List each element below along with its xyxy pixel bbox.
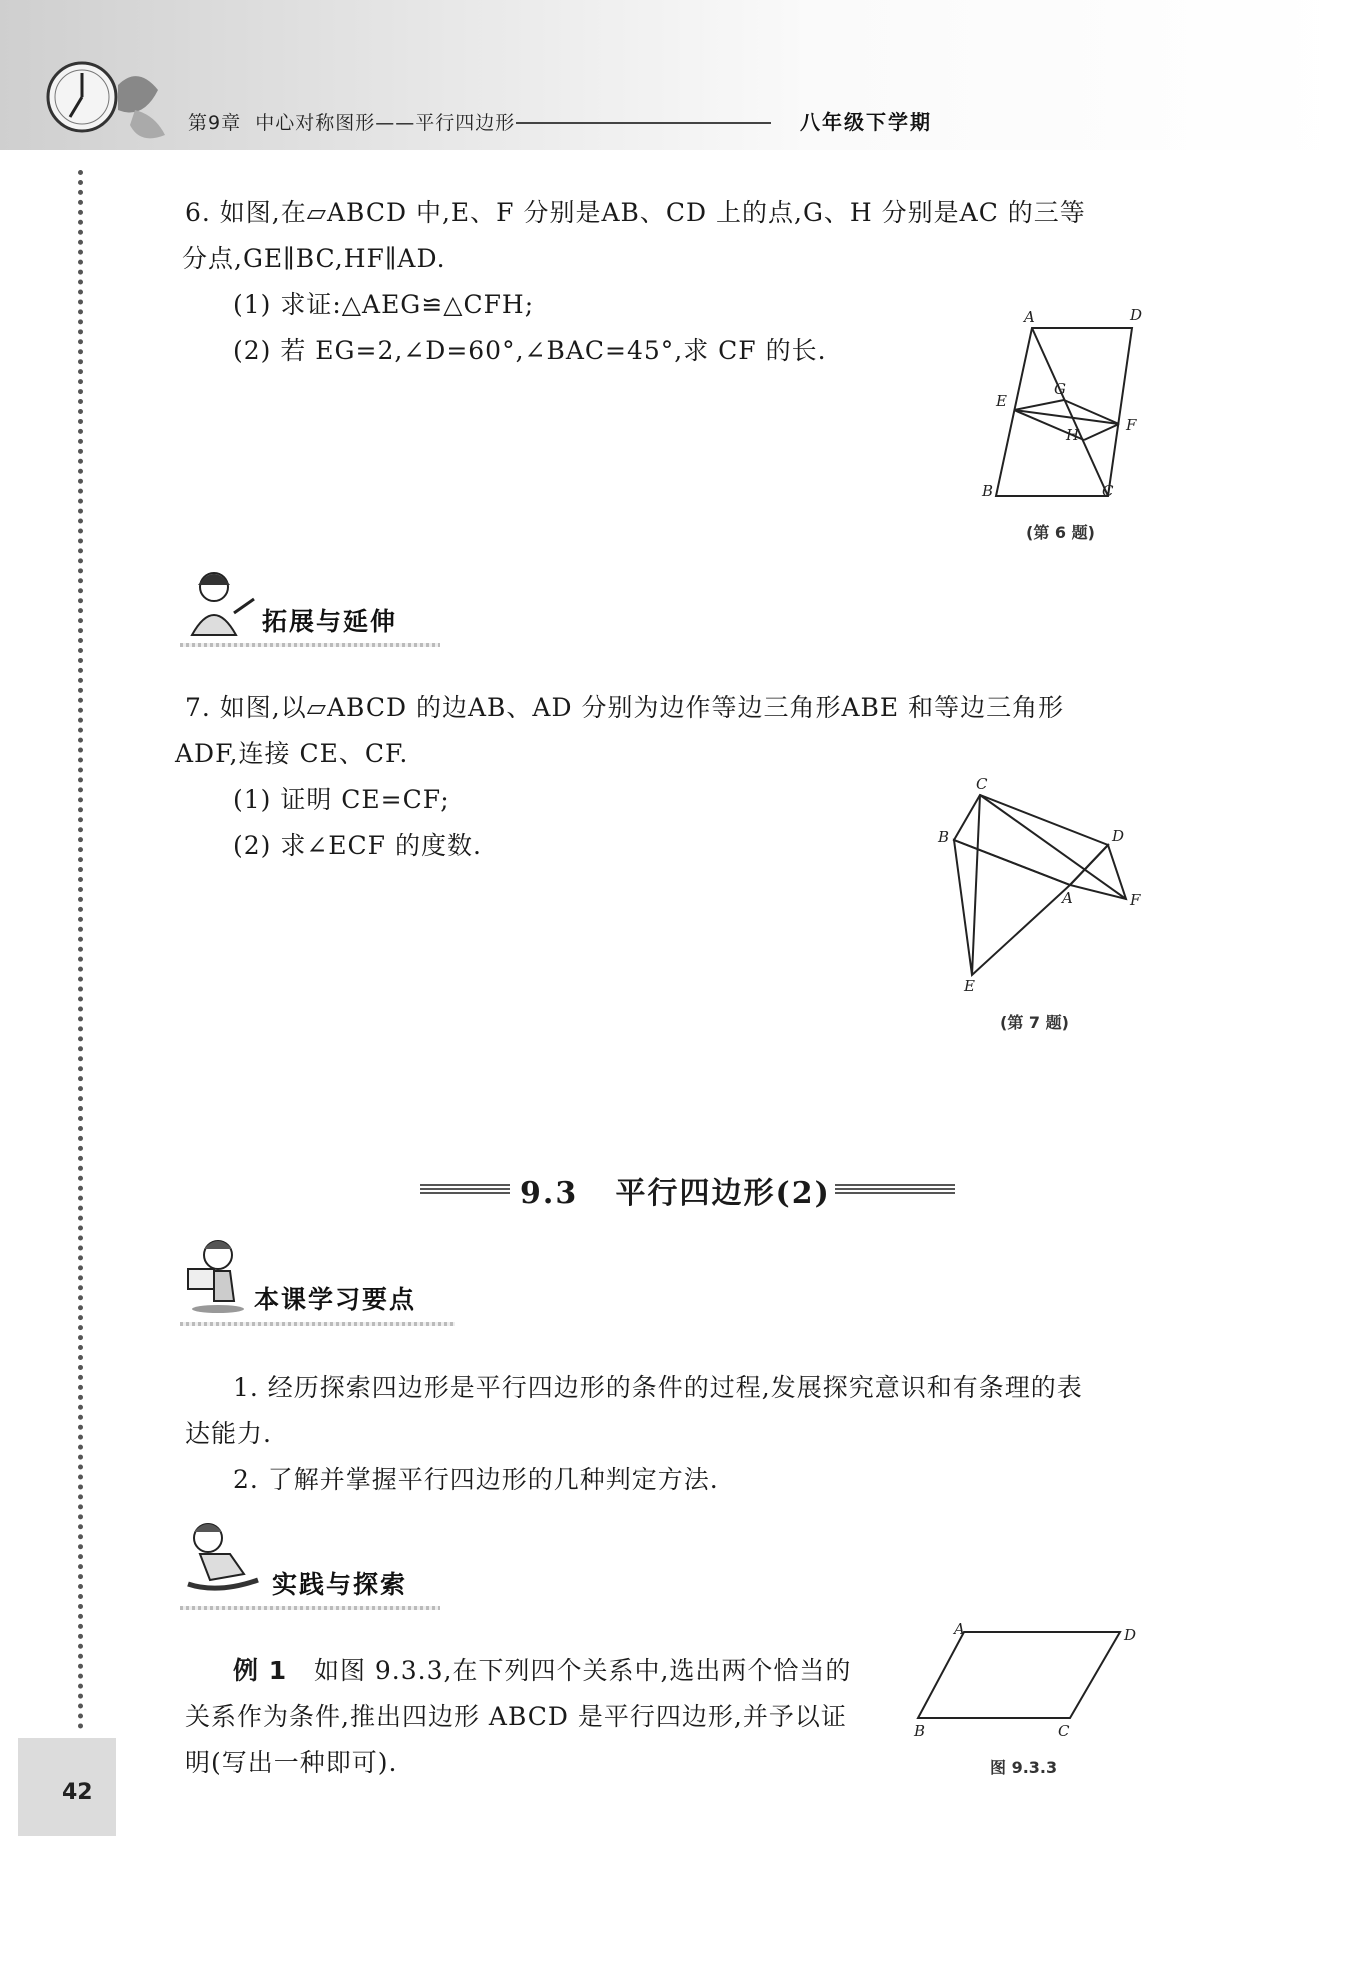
- lesson-number: 9.3: [520, 1176, 579, 1211]
- student-reading-icon: [178, 1235, 258, 1315]
- problem6-line2: 分点,GE∥BC,HF∥AD.: [182, 244, 446, 273]
- lesson-stripe-left: [420, 1184, 510, 1196]
- header-rule: [516, 122, 771, 124]
- problem6-caption: (第 6 题): [1026, 523, 1095, 542]
- segment-eg: [1014, 400, 1064, 410]
- section-points-underline: [180, 1322, 455, 1326]
- label-b: B: [982, 482, 994, 500]
- label-c: C: [976, 775, 988, 793]
- student-skating-icon: [178, 1520, 268, 1600]
- label-b: B: [914, 1722, 926, 1740]
- segment-hf: [1084, 424, 1119, 440]
- example1-caption: 图 9.3.3: [990, 1758, 1058, 1777]
- example1-label: 例 1: [233, 1656, 288, 1685]
- example1-line3: 明(写出一种即可).: [185, 1748, 398, 1777]
- label-d: D: [1112, 827, 1125, 845]
- label-e: E: [964, 977, 975, 995]
- diagonal-ac: [1032, 328, 1108, 496]
- label-d: D: [1124, 1626, 1137, 1644]
- header-grade: 八年级下学期: [800, 110, 932, 134]
- section-practice-title: 实践与探索: [272, 1570, 408, 1599]
- lesson-heading: [520, 1168, 831, 1212]
- label-a: A: [954, 1622, 965, 1638]
- problem6-q2: (2) 若 EG=2,∠D=60°,∠BAC=45°,求 CF 的长.: [233, 336, 827, 365]
- example1-text: [185, 1648, 905, 1786]
- points-text: [185, 1365, 1185, 1503]
- problem6-line1: 6. 如图,在▱ABCD 中,E、F 分别是AB、CD 上的点,G、H 分别是AC 的三等: [185, 198, 1086, 227]
- problem7-q2: (2) 求∠ECF 的度数.: [233, 831, 482, 860]
- segment-cf: [980, 795, 1126, 899]
- problem7-line2: ADF,连接 CE、CF.: [175, 739, 409, 768]
- dotted-margin: [78, 170, 83, 1730]
- label-f: F: [1126, 416, 1137, 434]
- points-item1-line2: 达能力.: [185, 1419, 272, 1448]
- lesson-title: 平行四边形(2): [615, 1176, 831, 1211]
- problem7-caption: (第 7 题): [1000, 1013, 1069, 1032]
- teacher-icon: [178, 565, 258, 645]
- problem7-q1: (1) 证明 CE=CF;: [233, 785, 450, 814]
- label-c: C: [1102, 482, 1114, 500]
- label-f: F: [1130, 891, 1141, 909]
- label-h: H: [1066, 426, 1080, 444]
- chapter-title: 中心对称图形——平行四边形: [255, 112, 516, 134]
- example1-line1: [233, 1648, 905, 1694]
- label-a: A: [1024, 308, 1035, 326]
- triangle-abe: [954, 840, 1070, 975]
- lesson-stripe-right: [835, 1184, 955, 1196]
- chapter-number: 第9章: [188, 112, 242, 134]
- section-extend-underline: [180, 643, 440, 647]
- example1-line2: 关系作为条件,推出四边形 ABCD 是平行四边形,并予以证: [185, 1702, 847, 1731]
- triangle-adf: [1070, 845, 1126, 899]
- label-a: A: [1062, 889, 1073, 907]
- label-e: E: [996, 392, 1007, 410]
- header-chapter: [188, 108, 515, 135]
- figure-problem6: [980, 300, 1160, 510]
- segment-ce: [972, 795, 980, 975]
- points-item2: 2. 了解并掌握平行四边形的几种判定方法.: [233, 1465, 719, 1494]
- points-item1-line1: 1. 经历探索四边形是平行四边形的条件的过程,发展探究意识和有条理的表: [233, 1373, 1083, 1402]
- problem7-line1: 7. 如图,以▱ABCD 的边AB、AD 分别为边作等边三角形ABE 和等边三角形: [185, 693, 1065, 722]
- figure-9-3-3: [910, 1622, 1150, 1742]
- section-practice-underline: [180, 1606, 440, 1610]
- section-points-title: 本课学习要点: [254, 1285, 417, 1314]
- parallelogram-abcd-ex1: [918, 1632, 1120, 1718]
- figure-problem7: [930, 775, 1150, 995]
- label-c: C: [1058, 1722, 1070, 1740]
- label-g: G: [1054, 380, 1066, 398]
- compass-clock-icon: [40, 55, 180, 150]
- page-number: 42: [62, 1780, 93, 1805]
- label-d: D: [1130, 306, 1143, 324]
- section-extend-title: 拓展与延伸: [262, 607, 398, 636]
- example1-text-line1: 如图 9.3.3,在下列四个关系中,选出两个恰当的: [313, 1656, 852, 1685]
- label-b: B: [938, 828, 950, 846]
- problem6-q1: (1) 求证:△AEG≌△CFH;: [233, 290, 535, 319]
